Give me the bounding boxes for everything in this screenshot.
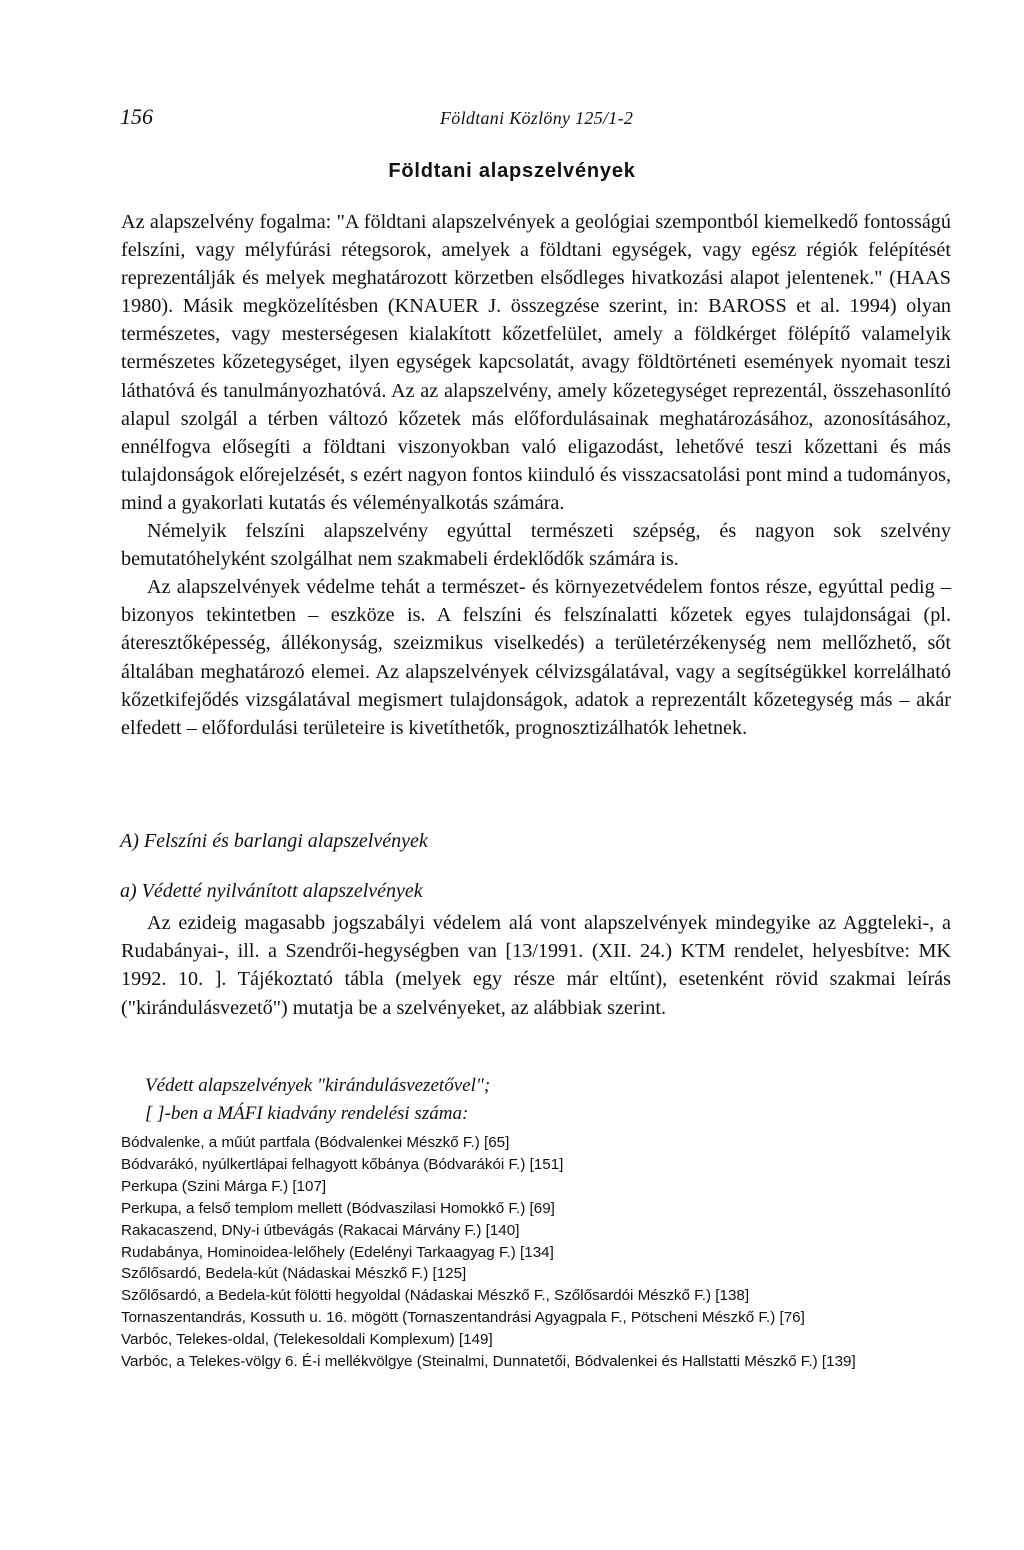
intro-text xyxy=(121,208,951,742)
list-item: Perkupa, a felső templom mellett (Bódvaszilasi Homokkő F.) [69] xyxy=(121,1199,555,1217)
list-caption-line-2: [ ]-ben a MÁFI kiadvány rendelési száma: xyxy=(145,1103,469,1124)
list-item: Bódvarákó, nyúlkertlápai felhagyott kőbánya (Bódvarákói F.) [151] xyxy=(121,1155,564,1173)
list-item: Tornaszentandrás, Kossuth u. 16. mögött (Tornaszentandrási Agyagpala F., Pötscheni Mészkő F.) [76] xyxy=(121,1309,805,1327)
list-item: Rakacaszend, DNy-i útbevágás (Rakacai Márvány F.) [140] xyxy=(121,1221,520,1239)
list-item: Szőlősardó, Bedela-kút (Nádaskai Mészkő F.) [125] xyxy=(121,1265,467,1283)
list-item: Perkupa (Szini Márga F.) [107] xyxy=(121,1177,327,1195)
section-heading: A) Felszíni és barlangi alapszelvények xyxy=(120,830,428,852)
running-header xyxy=(120,104,900,134)
protected-sections-list xyxy=(121,1132,956,1373)
list-item: Szőlősardó, a Bedela-kút fölötti hegyoldal (Nádaskai Mészkő F., Szőlősardói Mészkő F.) [138] xyxy=(121,1287,750,1305)
intro-paragraph-2: Némelyik felszíni alapszelvény egyúttal természeti szépség, és nagyon sok szelvény bemutatóhelyként szolgálhat nem szakmabeli érdeklődők számára is. xyxy=(121,520,951,571)
list-item: Varbóc, a Telekes-völgy 6. É-i mellékvölgye (Steinalmi, Dunnatetői, Bódvalenkei és Hallstatti Mészkő F.) [139] xyxy=(121,1353,856,1371)
subsection-heading: a) Védetté nyilvánított alapszelvények xyxy=(120,880,423,902)
page-number: 156 xyxy=(120,104,153,129)
list-item: Varbóc, Telekes-oldal, (Telekesoldali Komplexum) [149] xyxy=(121,1331,493,1349)
list-item: Bódvalenke, a műút partfala (Bódvalenkei Mészkő F.) [65] xyxy=(121,1134,510,1151)
intro-paragraph-3: Az alapszelvények védelme tehát a természet- és környezetvédelem fontos része, egyúttal pedig – bizonyos tekintetben – eszköze is. A felszíni és felszínalatti kőzetek egyes tulajdonságai (pl. áteresztőképesség, állékonyság, szeizmikus viselkedés) a területérzékenység nem mellőzhető, sőt általában meghatározó elemei. Az alapszelvények célvizsgálatával, vagy a segítségükkel korrelálható kőzetkifejődés vizsgálatával megismert tulajdonságok, adatok a reprezentált kőzetegység más – akár elfedett – előfordulási területeire is kivetíthetők, prognosztizálhatók lehetnek. xyxy=(121,576,951,739)
article-title: Földtani alapszelvények xyxy=(388,160,636,182)
journal-name: Földtani Közlöny 125/1-2 xyxy=(440,108,634,128)
list-caption xyxy=(145,1072,490,1128)
intro-paragraph-1: Az alapszelvény fogalma: "A földtani alapszelvények a geológiai szempontból kiemelkedő fontosságú felszíni, vagy mélyfúrási rétegsorok, amelyek a földtani egységek, vagy egész régiók felépítését reprezentálják és melyek meghatározott körzetben elsődleges hivatkozási alapot jelentenek." (HAAS 1980). Másik megközelítésben (KNAUER J. összegzése szerint, in: BAROSS et al. 1994) olyan természetes, vagy mesterségesen kialakított kőzetfelület, amely a földkérget fölépítő valamelyik természetes kőzetegységet, ilyen egységek kapcsolatát, avagy földtörténeti események nyomait teszi láthatóvá és tanulmányozhatóvá. Az az alapszelvény, amely kőzetegységet reprezentál, összehasonlító alapul szolgál a térben változó kőzetek más előfordulásainak meghatározásához, azonosításához, ennélfogva elősegíti a földtani viszonyokban való eligazodást, lehetővé teszi kőzettani és más tulajdonságok előrejelzését, s ezért nagyon fontos kiinduló és visszacsatolási pont mind a tudományos, mind a gyakorlati kutatás és véleményalkotás számára. xyxy=(121,211,951,514)
section-paragraph: Az ezideig magasabb jogszabályi védelem alá vont alapszelvények mindegyike az Aggteleki-, a Rudabányai-, ill. a Szendrői-hegységben van [13/1991. (XII. 24.) KTM rendelet, helyesbítve: MK 1992. 10. ]. Tájékoztató tábla (melyek egy része már eltűnt), esetenként rövid szakmai leírás ("kirándulásvezető") mutatja be a szelvényeket, az alábbiak szerint. xyxy=(121,912,951,1019)
list-item: Rudabánya, Hominoidea-lelőhely (Edelényi Tarkaagyag F.) [134] xyxy=(121,1243,554,1261)
list-caption-line-1: Védett alapszelvények "kirándulásvezetővel"; xyxy=(145,1075,491,1096)
